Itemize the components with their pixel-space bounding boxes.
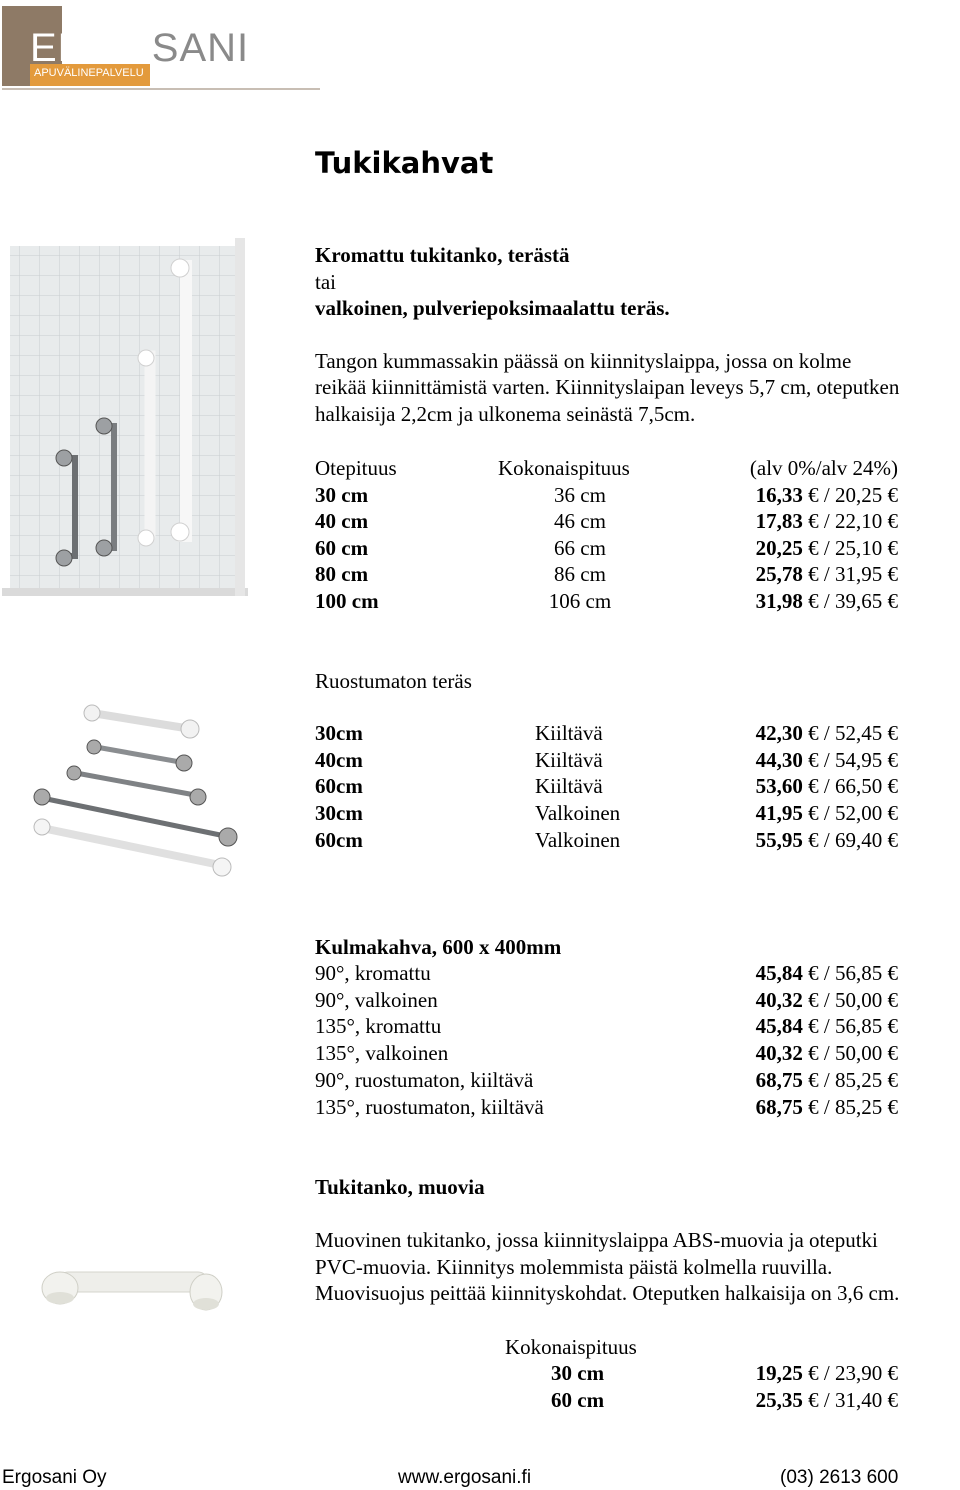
product-image-plastic-bar (38, 1258, 228, 1318)
s1-price: 25,78 € / 31,95 € (755, 562, 898, 586)
s1-total: 36 cm (554, 483, 606, 507)
s1-len: 80 cm (315, 562, 369, 586)
section1-desc-line-2: reikää kiinnittämistä varten. Kiinnityslaipan leveys 5,7 cm, oteputken (315, 375, 900, 399)
s1-len: 30 cm (315, 483, 369, 507)
s3-desc: 90°, valkoinen (315, 988, 438, 1012)
s2-finish: Kiiltävä (535, 721, 603, 745)
col-header-vat: (alv 0%/alv 24%) (749, 456, 898, 480)
s1-len: 60 cm (315, 536, 369, 560)
col-header-kokonaispituus: Kokonaispituus (498, 456, 630, 480)
s3-price: 45,84 € / 56,85 € (755, 961, 898, 985)
section4-heading: Tukitanko, muovia (315, 1175, 485, 1199)
s2-price: 42,30 € / 52,45 € (755, 721, 898, 745)
s2-price: 44,30 € / 54,95 € (755, 748, 898, 772)
s2-price: 55,95 € / 69,40 € (755, 828, 898, 852)
section1-heading1: Kromattu tukitanko, terästä (315, 243, 570, 267)
page-title: Tukikahvat (315, 146, 494, 180)
s1-len: 100 cm (315, 589, 379, 613)
s2-len: 40cm (315, 748, 363, 772)
s2-finish: Valkoinen (535, 828, 621, 852)
section3-heading: Kulmakahva, 600 x 400mm (315, 935, 562, 959)
s4-price: 19,25 € / 23,90 € (755, 1361, 898, 1385)
s3-desc: 135°, valkoinen (315, 1041, 449, 1065)
s2-price: 41,95 € / 52,00 € (755, 801, 898, 825)
s2-finish: Kiiltävä (535, 774, 603, 798)
s1-price: 16,33 € / 20,25 € (755, 483, 898, 507)
section1-heading2: valkoinen, pulveriepoksimaalattu teräs. (315, 296, 670, 320)
product-image-grab-bars-wall (0, 236, 250, 606)
section4-desc-line-2: PVC-muovia. Kiinnitys molemmista päistä kolmella ruuvilla. (315, 1255, 833, 1279)
section1-desc-line-3: halkaisija 2,2cm ja ulkonema seinästä 7,5cm. (315, 402, 696, 426)
s1-total: 86 cm (554, 562, 606, 586)
s3-price: 40,32 € / 50,00 € (755, 1041, 898, 1065)
s3-desc: 135°, ruostumaton, kiiltävä (315, 1095, 544, 1119)
s2-price: 53,60 € / 66,50 € (755, 774, 898, 798)
section2-heading: Ruostumaton teräs (315, 669, 472, 693)
s4-price: 25,35 € / 31,40 € (755, 1388, 898, 1412)
s4-len: 30 cm (551, 1361, 605, 1385)
s1-total: 46 cm (554, 509, 606, 533)
s1-len: 40 cm (315, 509, 369, 533)
s3-price: 68,75 € / 85,25 € (755, 1095, 898, 1119)
s1-price: 17,83 € / 22,10 € (755, 509, 898, 533)
footer-website[interactable]: www.ergosani.fi (398, 1467, 532, 1488)
s2-finish: Kiiltävä (535, 748, 603, 772)
s3-desc: 90°, kromattu (315, 961, 431, 985)
s1-price: 20,25 € / 25,10 € (755, 536, 898, 560)
section1-connector: tai (315, 270, 336, 294)
company-logo (0, 0, 320, 95)
s2-len: 60cm (315, 828, 363, 852)
logo-wordmark: ERGOSANI (30, 26, 250, 70)
section4-desc-line-3: Muovisuojus peittää kiinnityskohdat. Oteputken halkaisija on 3,6 cm. (315, 1281, 900, 1305)
s1-total: 106 cm (548, 589, 612, 613)
s3-desc: 90°, ruostumaton, kiiltävä (315, 1068, 534, 1092)
product-image-stainless-bars (30, 695, 245, 890)
s1-total: 66 cm (554, 536, 606, 560)
s3-price: 68,75 € / 85,25 € (755, 1068, 898, 1092)
section4-desc-line-1: Muovinen tukitanko, jossa kiinnityslaippa ABS-muovia ja oteputki (315, 1228, 878, 1252)
s4-len: 60 cm (551, 1388, 605, 1412)
s2-len: 60cm (315, 774, 363, 798)
logo-underline (2, 88, 320, 90)
section1-desc-line-1: Tangon kummassakin päässä on kiinnityslaippa, jossa on kolme (315, 349, 852, 373)
s1-price: 31,98 € / 39,65 € (755, 589, 898, 613)
s2-finish: Valkoinen (535, 801, 621, 825)
s2-len: 30cm (315, 721, 363, 745)
section4-col-header: Kokonaispituus (505, 1335, 637, 1359)
s3-price: 45,84 € / 56,85 € (755, 1014, 898, 1038)
s2-len: 30cm (315, 801, 363, 825)
s3-price: 40,32 € / 50,00 € (755, 988, 898, 1012)
logo-tagline: APUVÄLINEPALVELU (34, 67, 144, 79)
footer-company: Ergosani Oy (2, 1467, 107, 1488)
s3-desc: 135°, kromattu (315, 1014, 442, 1038)
col-header-otepituus: Otepituus (315, 456, 397, 480)
footer-phone: (03) 2613 600 (780, 1467, 899, 1488)
